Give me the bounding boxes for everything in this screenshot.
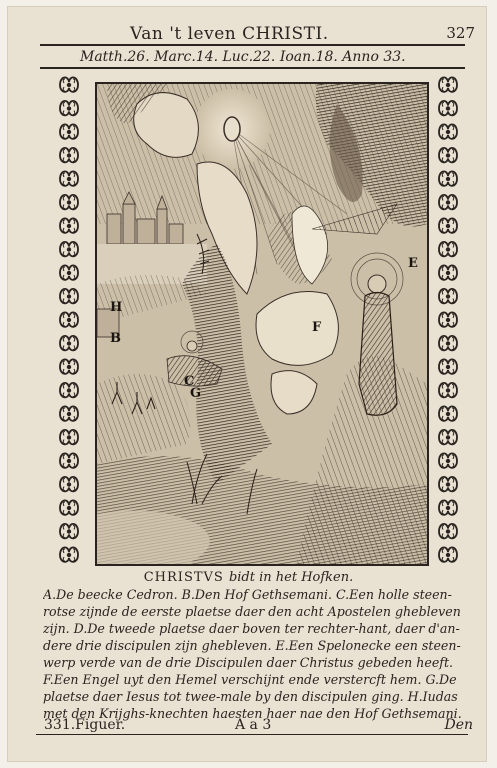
- label-g: G: [190, 386, 202, 401]
- legend-line: F.Een Engel uyt den Hemel verschijnt ende verstercft hem. G.De: [43, 672, 457, 687]
- ornament-motif: [439, 477, 457, 491]
- ornament-motif: [60, 477, 78, 491]
- engraving-caption: [0, 570, 497, 585]
- ornament-motif: [60, 265, 78, 279]
- ornament-motif: [439, 77, 457, 91]
- running-title-prefix: Van 't leven: [130, 24, 237, 44]
- ornament-motif: [439, 171, 457, 185]
- ornament-motif: [439, 195, 457, 209]
- ornament-motif: [439, 101, 457, 115]
- ornament-motif: [60, 383, 78, 397]
- ornament-motif: [439, 359, 457, 373]
- ornament-border-right: [433, 70, 463, 570]
- page-number: 327: [446, 24, 475, 42]
- legend-line: plaetse daer Iesus tot twee-male by den discipulen ging. H.Iudas: [43, 689, 458, 704]
- ornament-motif: [439, 524, 457, 538]
- ornament-motif: [60, 195, 78, 209]
- ornament-motif: [60, 124, 78, 138]
- catchword: Den: [444, 717, 473, 733]
- caption-rest: bidt in het Hofken.: [228, 570, 354, 585]
- legend-line: zijn. D.De tweede plaetse daer boven ter rechter-hant, daer d'an-: [43, 621, 460, 636]
- ornament-border-left: [54, 70, 84, 570]
- ornament-motif: [439, 218, 457, 232]
- ornament-motif: [439, 383, 457, 397]
- legend-line: A.De beecke Cedron. B.Den Hof Gethsemani. C.Een holle steen-: [43, 587, 452, 602]
- ornament-motif: [439, 124, 457, 138]
- ornament-motif: [439, 336, 457, 350]
- ornament-motif: [60, 148, 78, 162]
- legend-line: rotse zijnde de eerste plaetse daer den acht Apostelen ghebleven: [43, 604, 461, 619]
- label-f: F: [312, 320, 322, 335]
- ornament-motif: [60, 524, 78, 538]
- label-h: H: [110, 300, 123, 315]
- ornament-motif: [439, 500, 457, 514]
- label-c: C: [184, 374, 195, 389]
- ornament-motif: [439, 406, 457, 420]
- ornament-motif: [439, 148, 457, 162]
- label-e: E: [408, 256, 418, 271]
- footer-rule: [36, 734, 468, 735]
- ornament-motif: [439, 242, 457, 256]
- ornament-motif: [60, 171, 78, 185]
- ornament-motif: [439, 265, 457, 279]
- legend-line: dere drie discipulen zijn ghebleven. E.Een Spelonecke een steen-: [43, 638, 461, 653]
- ornament-motif: [439, 289, 457, 303]
- figure-number: 331.Figuer.: [44, 717, 126, 733]
- caption-prefix: CHRISTVS: [143, 570, 224, 585]
- ornament-motif: [439, 453, 457, 467]
- ornament-motif: [439, 547, 457, 561]
- ornament-motif: [60, 218, 78, 232]
- ornament-motif: [60, 312, 78, 326]
- legend-text: [43, 586, 473, 722]
- ornament-motif: [60, 547, 78, 561]
- ornament-motif: [60, 289, 78, 303]
- running-title: [130, 24, 329, 44]
- label-b: B: [110, 331, 121, 346]
- scripture-references: Matth.26. Marc.14. Luc.22. Ioan.18. Anno 33.: [80, 49, 406, 65]
- legend-line: werp verde van de drie Discipulen daer Christus gebeden heeft.: [43, 655, 454, 670]
- header-rule: [40, 44, 465, 46]
- running-title-main: CHRISTI.: [242, 24, 329, 44]
- ornament-motif: [439, 312, 457, 326]
- ornament-motif: [60, 430, 78, 444]
- signature-mark: A a 3: [235, 717, 272, 733]
- ornament-motif: [60, 406, 78, 420]
- garden-of-gethsemane-engraving: [97, 84, 427, 564]
- ornament-motif: [439, 430, 457, 444]
- ornament-motif: [60, 101, 78, 115]
- ornament-motif: [60, 453, 78, 467]
- ornament-motif: [60, 336, 78, 350]
- ornament-motif: [60, 77, 78, 91]
- engraving-illustration: [95, 82, 429, 566]
- legend-line: met den Krijghs-knechten haesten haer nae den Hof Gethsemani.: [43, 706, 462, 721]
- ornament-motif: [60, 359, 78, 373]
- ornament-motif: [60, 242, 78, 256]
- refs-rule: [40, 67, 465, 69]
- ornament-motif: [60, 500, 78, 514]
